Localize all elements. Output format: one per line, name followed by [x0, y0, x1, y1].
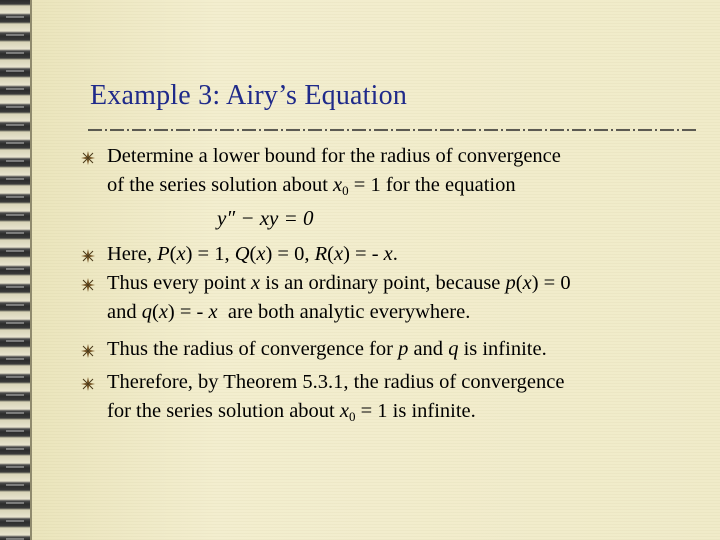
- cross-star-bullet-icon: [80, 376, 96, 392]
- bullet-theorem: [80, 368, 700, 426]
- cross-star-bullet-icon: [80, 150, 96, 166]
- bullet-ordinary-point: [80, 269, 700, 327]
- bullet-text-line: Determine a lower bound for the radius of convergence: [107, 145, 561, 167]
- bullet-radius-infinite: [80, 335, 700, 364]
- bullet-text-line: Therefore, by Theorem 5.3.1, the radius of convergence: [107, 371, 565, 393]
- bullet-list: [80, 142, 700, 426]
- cross-star-bullet-icon: [80, 248, 96, 264]
- bullet-text-line: Here, P(x) = 1, Q(x) = 0, R(x) = - x.: [107, 243, 398, 265]
- bullet-text-line: Thus the radius of convergence for p and q is infinite.: [107, 338, 547, 360]
- title-divider: [88, 126, 698, 134]
- cross-star-bullet-icon: [80, 277, 96, 293]
- bullet-here: [80, 240, 700, 269]
- bullet-text-line: and q(x) = - x are both analytic everywhere.: [107, 301, 471, 323]
- spiral-binding: [0, 0, 32, 540]
- bullet-determine: [80, 142, 700, 200]
- bullet-text-line: Thus every point x is an ordinary point, because p(x) = 0: [107, 272, 571, 294]
- bullet-text-line: for the series solution about $x_0 = 1$ is infinite.: [107, 400, 476, 424]
- airy-equation: y″ − xy = 0: [217, 206, 314, 230]
- cross-star-bullet-icon: [80, 343, 96, 359]
- slide-title: Example 3: Airy’s Equation: [90, 80, 408, 111]
- bullet-text-line: of the series solution about $x_0 = 1$ for the equation: [107, 174, 516, 198]
